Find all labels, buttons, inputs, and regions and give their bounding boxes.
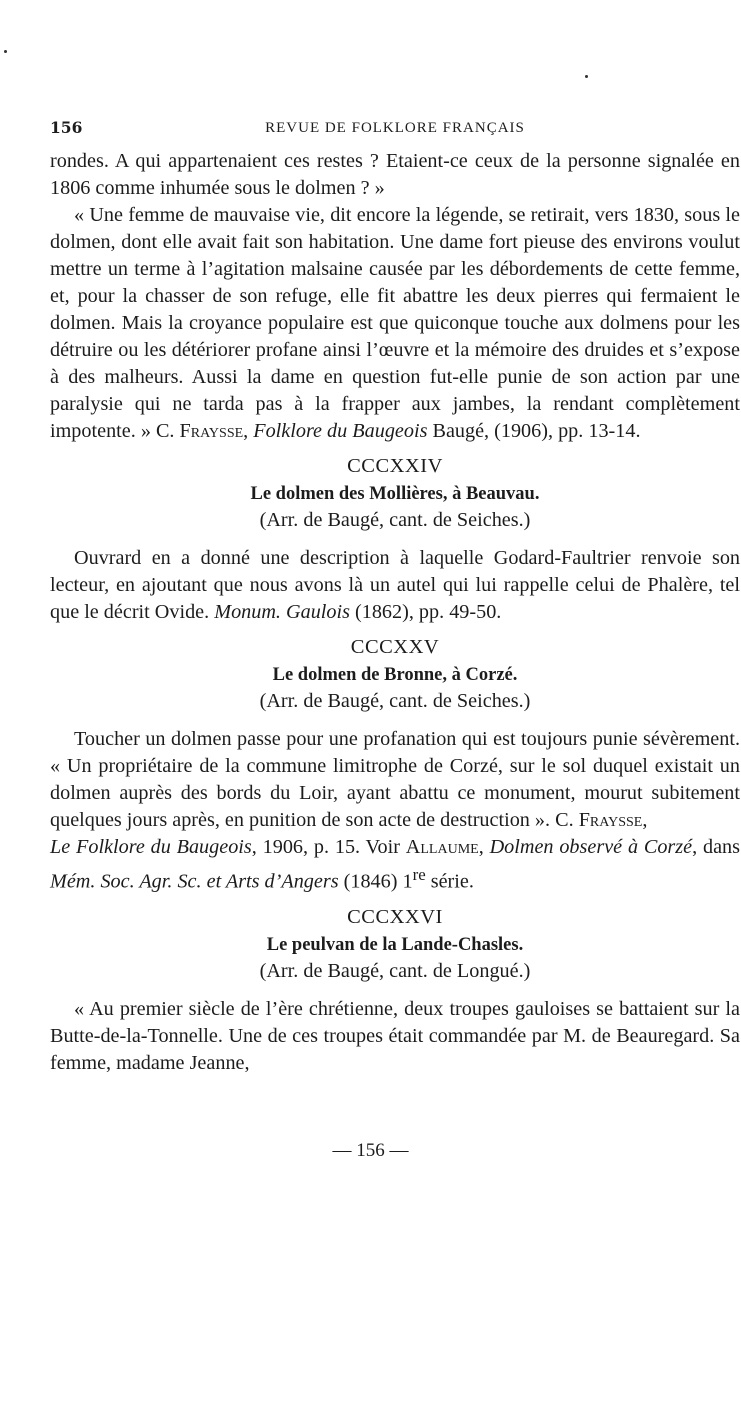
paragraph-text: rondes. A qui appartenaient ces restes ? Etaient-ce ceux de la personne signalée en 1806 comme inhumée sous le dolmen ? » — [50, 150, 740, 199]
author-name: Fraysse — [179, 420, 244, 442]
paragraph-text: Ouvrard en a donné une description à laquelle Godard-Faultrier renvoie son lecteur, en ajoutant que nous avons là un autel qui lui rappelle celui de Phalère, tel que le décrit Ovide. — [50, 547, 740, 623]
section-location: (Arr. de Baugé, cant. de Seiches.) — [259, 690, 531, 712]
paragraph-legend — [50, 202, 740, 445]
author-name: Fraysse — [578, 809, 643, 831]
section-cccxxvi — [50, 902, 740, 1077]
header-page-number: 156 — [50, 118, 83, 137]
citation-tail: (1862), pp. 49-50. — [349, 601, 502, 623]
section-title: Le dolmen de Bronne, à Corzé. — [272, 665, 518, 685]
section-paragraph — [50, 996, 740, 1077]
citation-tail: série. — [425, 870, 474, 893]
section-paragraph — [50, 726, 740, 896]
running-header — [50, 118, 740, 148]
paragraph-text: « Une femme de mauvaise vie, dit encore la légende, se retirait, vers 1830, sous le dolmen, dont elle avait fait son habitation. Une dame fort pieuse des environs voulut mettre un terme à l’agitation malsaine causée par les débordements de cette femme, et, pour la chasser de son refuge, elle fit abattre les deux pierres qui fermaient le dolmen. Mais la croyance populaire est que quiconque touche aux dolmens pour les détruire ou les détériorer profane ainsi l’œuvre et la mémoire des druides et s’expose à des malheurs. Aussi la dame en question fut-elle punie de son action par une paralysie qui ne tarda pas à la frapper aux jambes, la rendant complètement impotente. » C. — [50, 204, 740, 442]
paragraph-text: « Au premier siècle de l’ère chrétienne, deux troupes gauloises se battaient sur la Butte-de-la-Tonnelle. Une de ces troupes était commandée par M. de Beauregard. Sa femme, madame Jeanne, — [50, 997, 740, 1074]
section-number: CCCXXV — [350, 636, 440, 658]
book-title: Folklore du Baugeois — [253, 420, 428, 442]
speck-mark — [4, 50, 7, 53]
page-footer: — 156 — — [332, 1140, 409, 1161]
section-paragraph — [50, 545, 740, 626]
book-title: Le Folklore du Baugeois — [50, 836, 252, 858]
section-location: (Arr. de Baugé, cant. de Longué.) — [259, 959, 531, 982]
section-title: Le dolmen des Mollières, à Beauvau. — [250, 484, 540, 504]
punctuation: , — [478, 836, 484, 858]
book-title: Dolmen observé à Corzé — [489, 836, 693, 858]
author-name: Allaume — [405, 836, 479, 858]
citation-text: , dans — [692, 836, 740, 858]
citation-tail: Baugé, (1906), pp. 13-14. — [427, 420, 641, 442]
section-cccxxv — [50, 632, 740, 896]
citation-text: , 1906, p. 15. Voir — [251, 836, 406, 858]
punctuation: , — [642, 809, 648, 831]
running-title: REVUE DE FOLKLORE FRANÇAIS — [265, 120, 525, 136]
punctuation: , — [243, 420, 254, 442]
ordinal-suffix: re — [412, 865, 426, 884]
paragraph-text: Toucher un dolmen passe pour une profanation qui est toujours punie sévèrement. « Un propriétaire de la commune limitrophe de Corzé, sur le sol duquel existait un dolmen auprès des bords du Loir, ayant abattu ce monument, mourut subitement quelques jours après, en punition de son acte de destruction ». C. — [50, 728, 740, 831]
section-location: (Arr. de Baugé, cant. de Seiches.) — [259, 509, 531, 531]
speck-mark — [585, 75, 588, 78]
reference-title: Monum. Gaulois — [214, 601, 350, 623]
section-cccxxiv — [50, 451, 740, 626]
book-title: Mém. Soc. Agr. Sc. et Arts d’Angers — [50, 870, 339, 893]
paragraph-continuation — [50, 148, 740, 202]
section-title: Le peulvan de la Lande-Chasles. — [266, 934, 524, 955]
citation-tail: (1846) 1 — [338, 870, 413, 893]
section-number: CCCXXVI — [347, 905, 443, 928]
section-number: CCCXXIV — [347, 455, 443, 477]
document-page — [50, 118, 740, 1077]
